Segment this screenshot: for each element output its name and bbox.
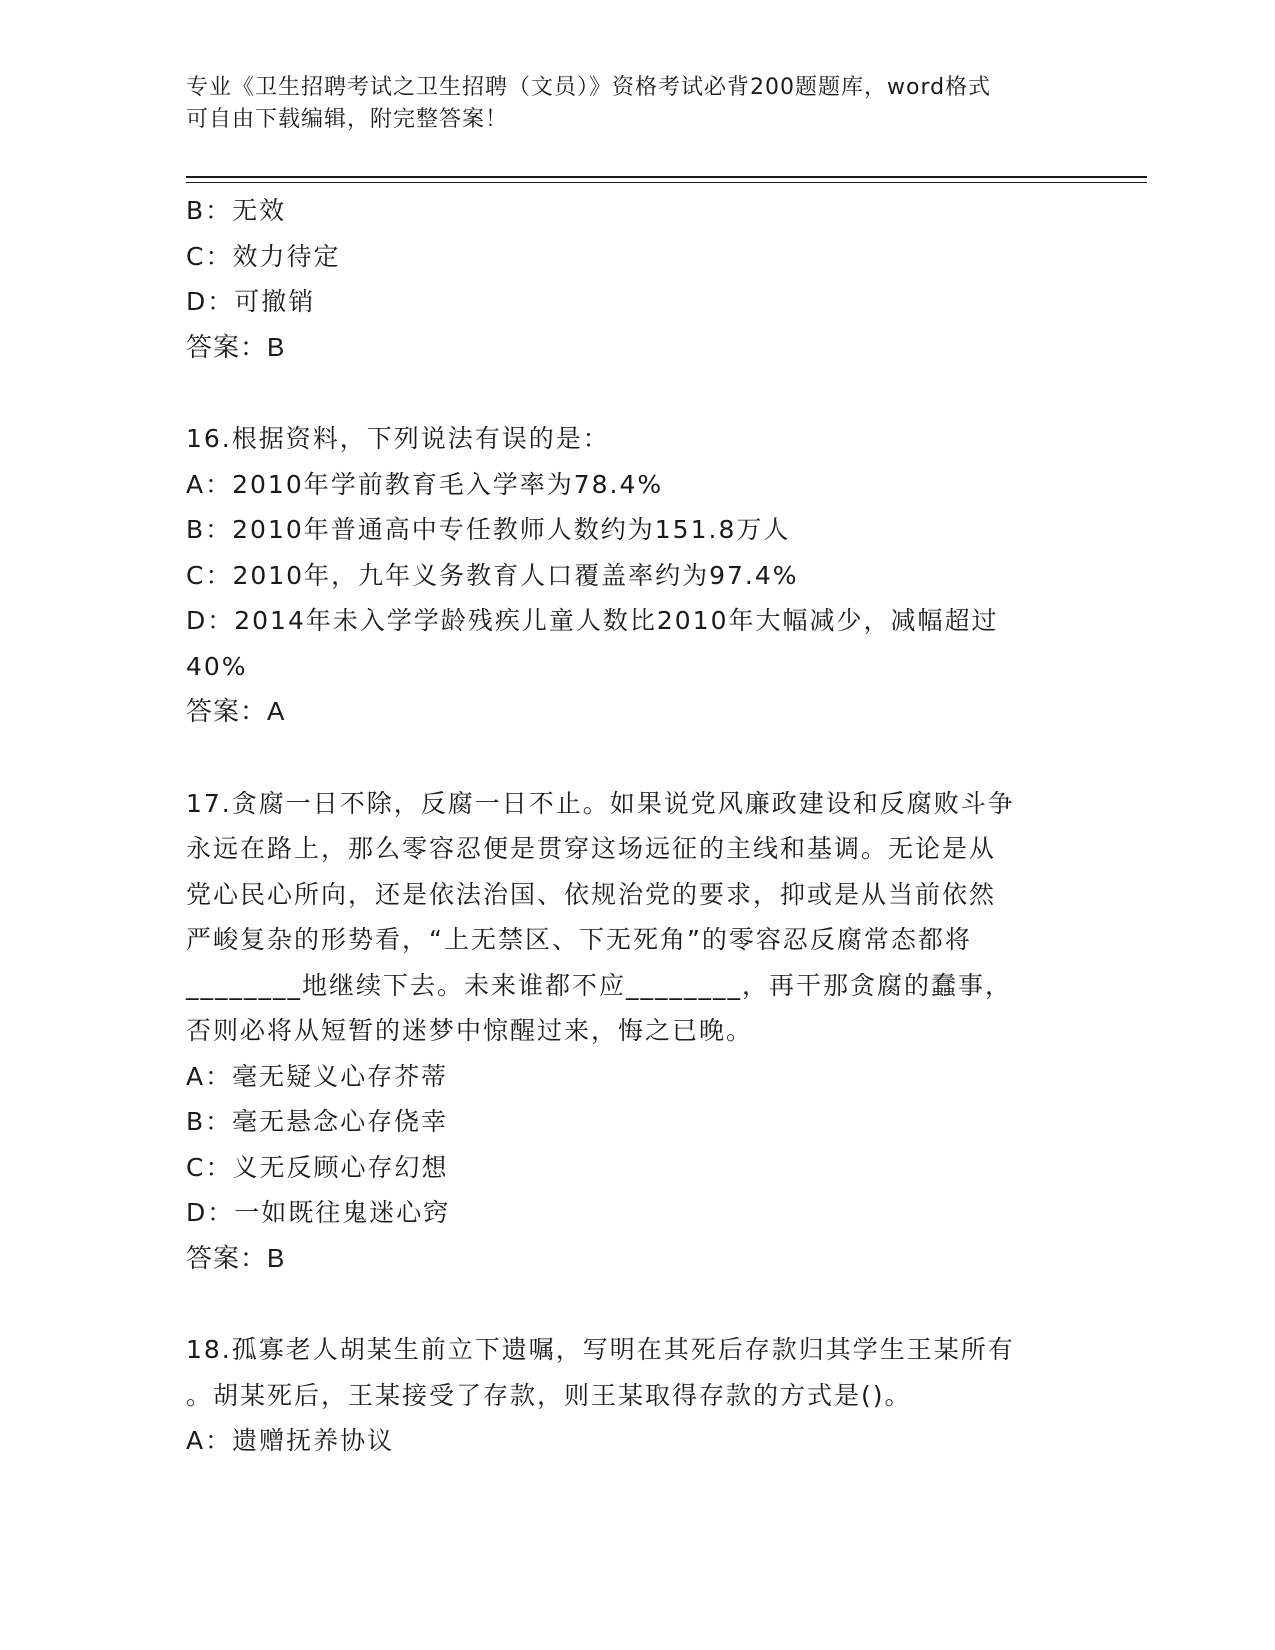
question-16 (186, 416, 1066, 735)
option-a: A：毫无疑义心存芥蒂 (186, 1061, 449, 1091)
option-c: C：效力待定 (186, 241, 341, 271)
stem-line: 。胡某死后，王某接受了存款，则王某取得存款的方式是()。 (186, 1380, 912, 1410)
answer-line: 答案：A (186, 696, 286, 726)
stem-line: 否则必将从短暂的迷梦中惊醒过来，悔之已晚。 (186, 1016, 754, 1045)
answer-line: 答案：B (186, 331, 286, 362)
question-list (186, 188, 1066, 1464)
spacer (186, 735, 1066, 781)
stem-line: ________地继续下去。未来谁都不应________，再干那贪腐的蠢事， (186, 970, 1013, 1000)
spacer (186, 370, 1066, 416)
option-a: A：2010年学前教育毛入学率为78.4% (186, 469, 664, 499)
option-a: A：遗赠抚养协议 (186, 1426, 395, 1455)
document-header (186, 72, 1066, 136)
option-b: B：2010年普通高中专任教师人数约为151.8万人 (186, 515, 791, 544)
header-title-line-2: 可自由下载编辑，附完整答案！ (186, 107, 509, 132)
option-b: B：毫无悬念心存侥幸 (186, 1107, 449, 1136)
answer-line: 答案：B (186, 1242, 286, 1273)
stem-line: 永远在路上，那么零容忍便是贯穿这场远征的主线和基调。无论是从 (186, 834, 997, 863)
question-17 (186, 781, 1066, 1282)
header-title-line-1: 专业《卫生招聘考试之卫生招聘（文员）》资格考试必背200题题库，word格式 (186, 75, 992, 100)
question-stem (186, 1327, 1066, 1418)
header-divider-thick (186, 176, 1147, 178)
option-d-continued: 40% (186, 651, 248, 681)
option-b: B：无效 (186, 196, 287, 225)
option-d: D：2014年未入学学龄残疾儿童人数比2010年大幅减少，减幅超过 (186, 606, 999, 635)
stem-line: 18.孤寡老人胡某生前立下遗嘱，写明在其死后存款归其学生王某所有 (186, 1335, 1015, 1364)
question-stem: 16.根据资料，下列说法有误的是： (186, 424, 610, 453)
option-d: D：一如既往鬼迷心窍 (186, 1198, 451, 1227)
spacer (186, 1281, 1066, 1327)
stem-line: 党心民心所向，还是依法治国、依规治党的要求，抑或是从当前依然 (186, 879, 997, 909)
option-c: C：义无反顾心存幻想 (186, 1152, 449, 1182)
question-stem (186, 781, 1066, 1054)
question-18 (186, 1327, 1066, 1464)
option-d: D：可撤销 (186, 287, 316, 316)
question-15 (186, 188, 1066, 370)
header-divider-thin (186, 182, 1147, 183)
stem-line: 17.贪腐一日不除，反腐一日不止。如果说党风廉政建设和反腐败斗争 (186, 788, 1015, 818)
option-c: C：2010年，九年义务教育人口覆盖率约为97.4% (186, 560, 799, 590)
stem-line: 严峻复杂的形势看，“上无禁区、下无死角”的零容忍反腐常态都将 (186, 925, 972, 954)
